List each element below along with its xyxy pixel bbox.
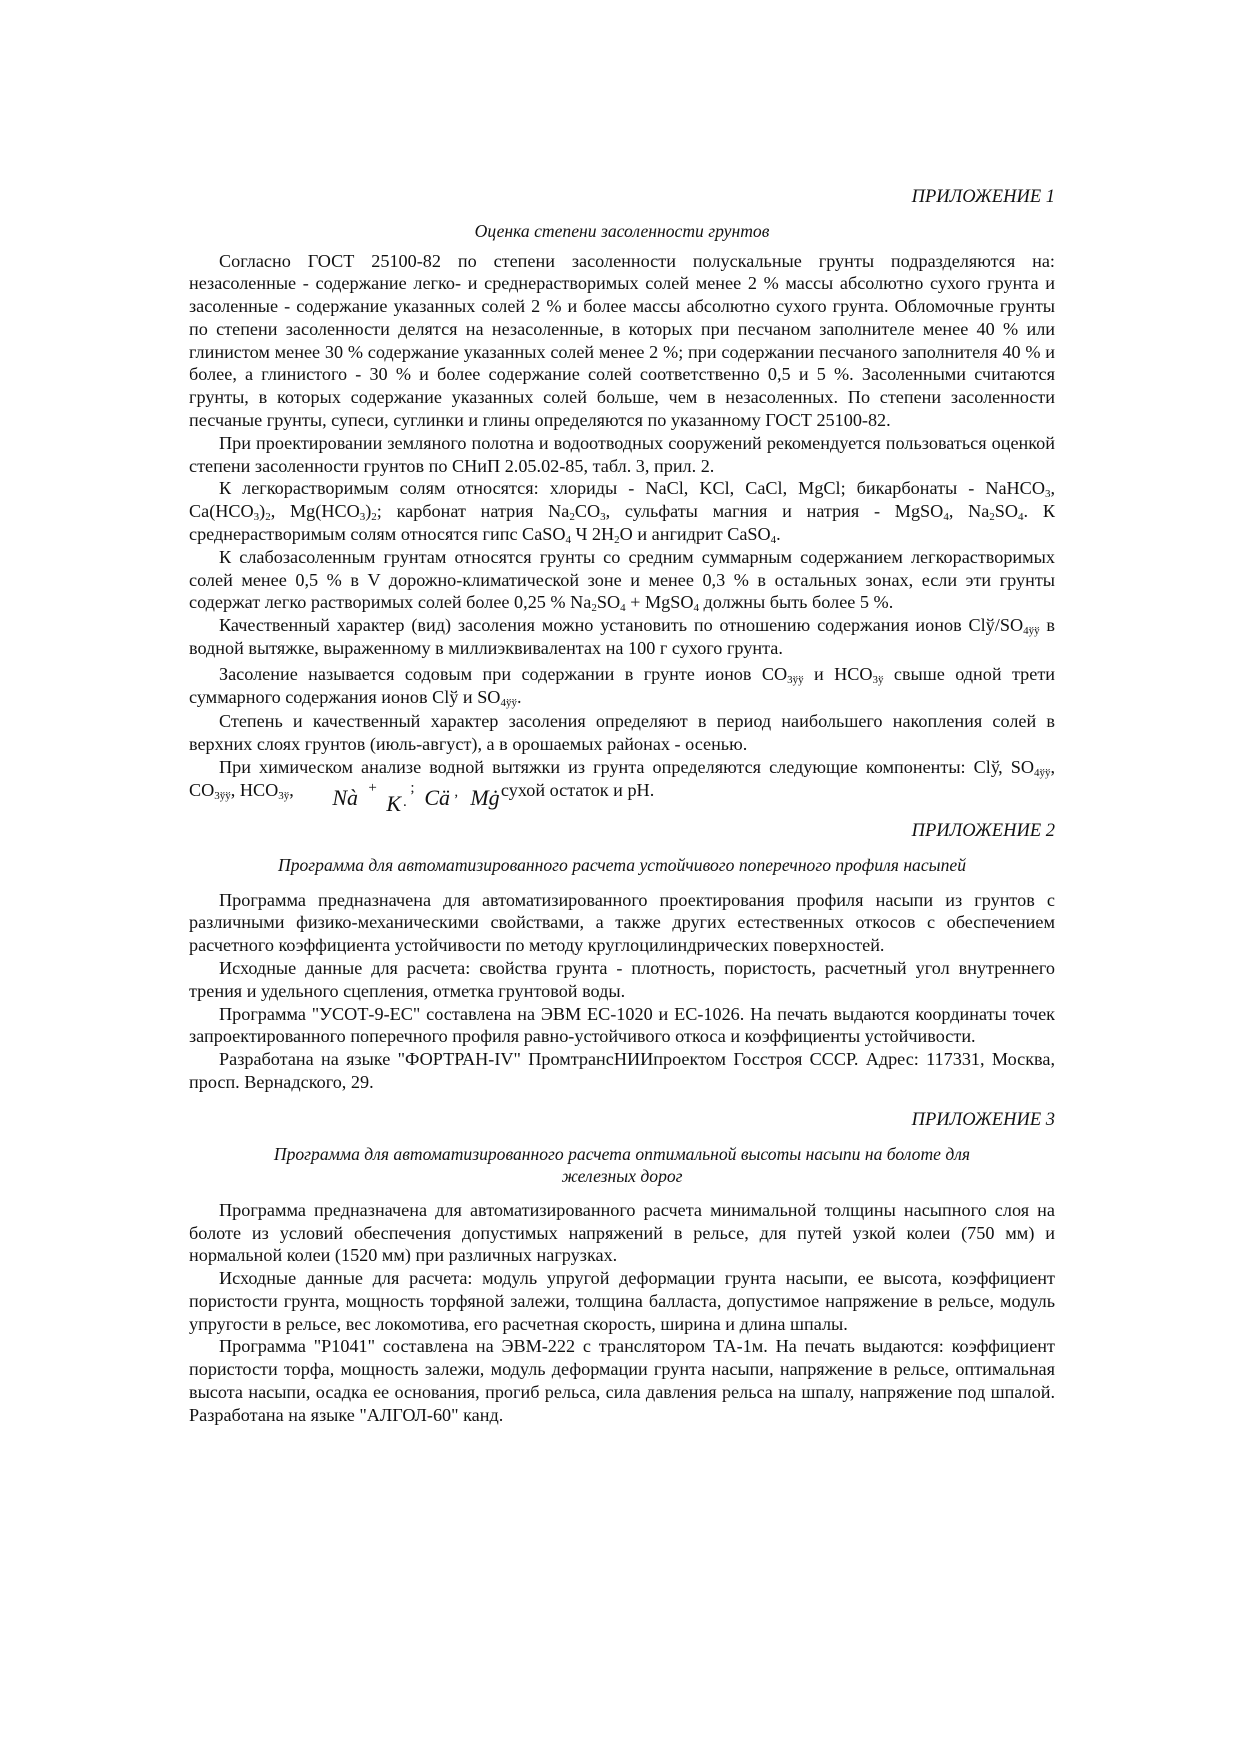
appendix-3-paragraph-1: Программа предназначена для автоматизированного расчета минимальной толщины насыпного слоя на болоте из условий обеспечения допустимых напряжений в рельсе, для путей узкой колеи (750 мм) и нормальной колеи (1520 мм) при различных нагрузках. xyxy=(189,1199,1055,1266)
formula-mg: Mġ xyxy=(470,784,500,810)
appendix-3-paragraph-3: Программа "Р1041" составлена на ЭВМ-222 с транслятором ТА-1м. На печать выдаются: коэффициент пористости торфа, мощность залежи, модуль деформации грунта насыпи, напряжение в рельсе, оптимальная высота насыпи, осадка ее основания, прогиб рельса, сила давления рельса на шпалу, напряжение под шпалой. Разработана на языке "АЛГОЛ-60" канд. xyxy=(189,1336,1055,1425)
appendix-1-paragraph-2: При проектировании земляного полотна и водоотводных сооружений рекомендуется пользоваться оценкой степени засоленности грунтов по СНиП 2.05.02-85, табл. 3, прил. 2. xyxy=(189,432,1055,476)
document-page xyxy=(189,0,1055,1427)
appendix-1-heading: ПРИЛОЖЕНИЕ 1 xyxy=(911,187,1055,207)
cation-formula xyxy=(298,779,500,816)
appendix-1-paragraph-3: К легкорастворимым солям относятся: хлориды - NaCl, KCl, CaCl, MgCl; бикарбонаты - NaHCO$_3$, $Ca(HCO_3)_2$, $Mg(HCO_3)_2$; карбонат натрия $Na_2CO_3$, сульфаты магния и натрия - MgSO$_4$, $Na_2SO_4$. К среднерастворимым солям относятся гипс CaSO$_4$ Ч $2H_2O$ и ангидрит CaSO$_4$. xyxy=(189,478,1055,547)
appendix-2-title: Программа для автоматизированного расчета устойчивого поперечного профиля насыпей xyxy=(278,855,966,876)
appendix-3-paragraph-2: Исходные данные для расчета: модуль упругой деформации грунта насыпи, ее высота, коэффициент пористости грунта, мощность торфяной залежи, толщина балласта, допустимое напряжение в рельсе, модуль упругости в рельсе, вес локомотива, его расчетная скорость, ширина и длина шпалы. xyxy=(189,1268,1055,1334)
formula-k: K xyxy=(386,790,402,816)
formula-comma: , xyxy=(454,783,459,800)
appendix-1-paragraph-7: Степень и качественный характер засоления определяют в период наибольшего накопления солей в верхних слоях грунтов (июль-август), а в орошаемых районах - осенью. xyxy=(189,711,1055,755)
appendix-2-heading: ПРИЛОЖЕНИЕ 2 xyxy=(911,821,1055,842)
appendix-1-paragraph-6: Засоление называется содовым при содержании в грунте ионов $CO_{3ўў}$ и $HCO_{3ў}$ свыше одной трети суммарного содержания ионов Clў и $SO_{4ўў}$. xyxy=(189,663,1055,709)
appendix-2-paragraph-1: Программа предназначена для автоматизированного проектирования профиля насыпи из грунтов с различными физико-механическими свойствами, а также других естественных откосов с обеспечением расчетного коэффициента устойчивости по методу круглоцилиндрических поверхностей. xyxy=(189,889,1055,956)
formula-semicolon: ; xyxy=(410,779,415,796)
appendix-2-paragraph-2: Исходные данные для расчета: свойства грунта - плотность, пористость, расчетный угол внутреннего трения и удельного сцепления, отметка грунтовой воды. xyxy=(189,957,1055,1001)
appendix-2-paragraph-4: Разработана на языке "ФОРТРАН-IV" ПромтрансНИИпроектом Госстроя СССР. Адрес: 117331, Москва, просп. Вернадского, 29. xyxy=(189,1049,1055,1092)
appendix-2-paragraph-3: Программа "УСОТ-9-ЕС" составлена на ЭВМ ЕС-1020 и ЕС-1026. На печать выдаются координаты точек запроектированного поперечного профиля равно-устойчивого откоса и коэффициенты устойчивости. xyxy=(189,1003,1055,1047)
appendix-3-title-line-1: Программа для автоматизированного расчета оптимальной высоты насыпи на болоте для xyxy=(273,1143,971,1164)
appendix-1-paragraph-5: Качественный характер (вид) засоления можно установить по отношению содержания ионов Clў/$SO_{4ўў}$ в водной вытяжке, выраженному в миллиэквивалентах на 100 г сухого грунта. xyxy=(189,615,1055,659)
formula-k-dot: · xyxy=(402,797,408,814)
formula-ca: Cä xyxy=(424,784,451,810)
appendix-3-heading: ПРИЛОЖЕНИЕ 3 xyxy=(911,1109,1055,1130)
appendix-1-paragraph-4: К слабозасоленным грунтам относятся грунты со средним суммарным содержанием легкорастворимых солей менее 0,5 % в V дорожно-климатической зоне и менее 0,3 % в остальных зонах, если эти грунты содержат легко растворимых солей более 0,25 % $Na_2SO_4$ + MgSO$_4$ должны быть более 5 %. xyxy=(189,546,1055,615)
appendix-1-paragraph-1: Согласно ГОСТ 25100-82 по степени засоленности полускальные грунты подразделяются на: незасоленные - содержание легко- и среднерастворимых солей менее 2 % массы абсолютно сухого грунта и засоленные - содержание указанных солей 2 % и более массы абсолютно сухого грунта. Обломочные грунты по степени засоленности делятся на незасоленные, в которых при песчаном заполнителе менее 40 % или глинистом менее 30 % содержание указанных солей менее 2 %; при содержании песчаного заполнителя 40 % и более, а глинистого - 30 % и более содержание солей соответственно 0,5 и 5 %. Засоленными считаются грунты, в которых содержание указанных солей больше, чем в незасоленных. По степени засоленности песчаные грунты, супеси, суглинки и глины определяются по указанному ГОСТ 25100-82. xyxy=(189,250,1055,431)
appendix-3-title-line-2: железных дорог xyxy=(561,1166,683,1187)
formula-na: Nà xyxy=(332,784,359,810)
appendix-1-paragraph-8: При химическом анализе водной вытяжки из грунта определяются следующие компоненты: Clў, $SO_{4ўў}$, $CO_{3ўў}$, $HCO_{3ў}$, Nà + K · ; Cä , Mġ сухой остаток и pH. xyxy=(189,757,1055,816)
formula-plus: + xyxy=(368,779,377,796)
appendix-1-title: Оценка степени засоленности грунтов xyxy=(474,221,770,241)
